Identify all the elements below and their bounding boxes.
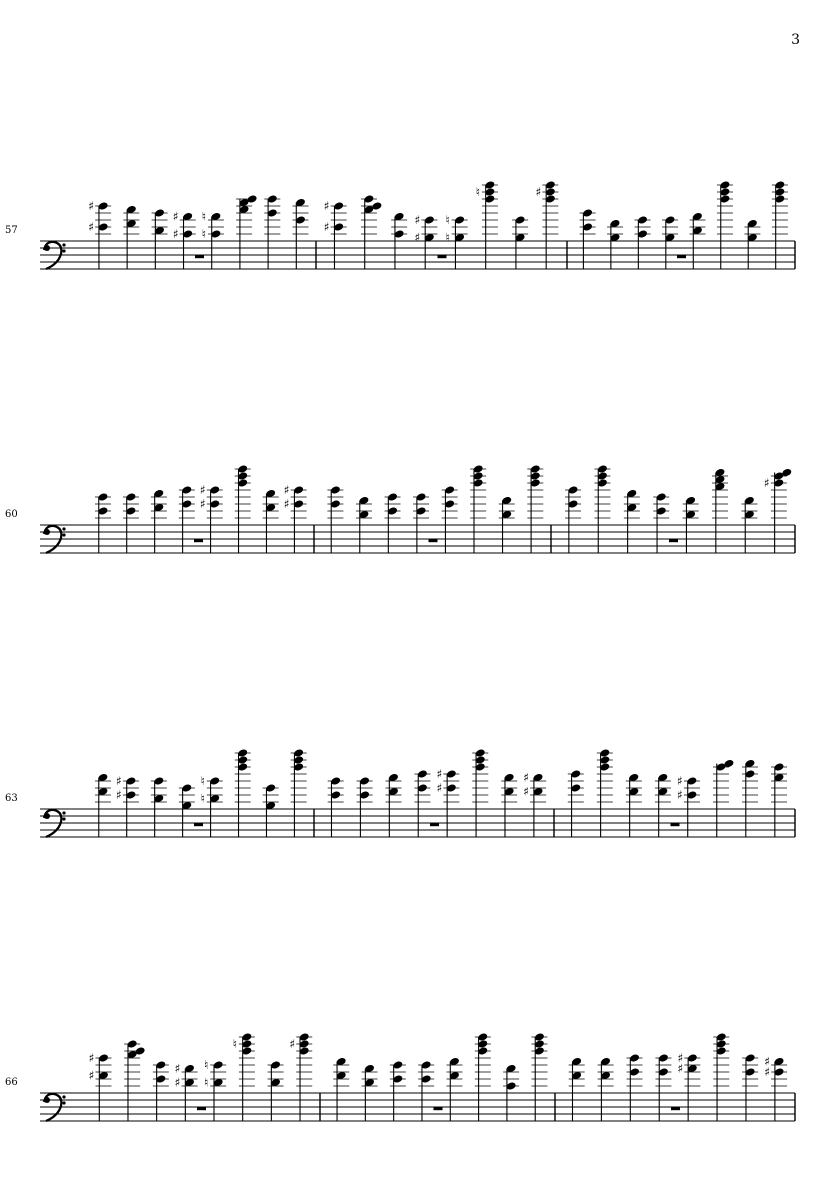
chord	[291, 748, 307, 837]
measure	[333, 1032, 547, 1121]
measure	[327, 464, 543, 553]
sharp-accidental: ♯	[677, 774, 683, 788]
sharp-accidental: ♯	[677, 1051, 684, 1065]
chord	[152, 208, 168, 269]
sharp-accidental: ♯	[289, 1037, 296, 1051]
chord	[327, 485, 343, 553]
chord	[635, 215, 651, 269]
chord	[385, 492, 401, 553]
chord	[153, 1060, 169, 1121]
chord	[712, 468, 728, 553]
chord	[531, 1032, 547, 1121]
natural-accidental: ♮	[445, 230, 450, 245]
chord	[390, 1060, 406, 1121]
chord	[713, 1032, 729, 1121]
sharp-accidental: ♯	[414, 213, 421, 227]
bar-rest	[197, 1107, 206, 1110]
sharp-accidental: ♯	[116, 788, 122, 802]
bass-clef-dot-lower	[62, 249, 65, 252]
measure-number: 66	[5, 1077, 18, 1088]
sharp-accidental: ♯	[88, 220, 95, 234]
chord	[717, 180, 733, 269]
chord	[744, 219, 760, 269]
chord	[151, 489, 167, 553]
chord	[594, 464, 610, 553]
chord	[683, 496, 699, 553]
chord	[95, 773, 111, 837]
chord	[289, 1032, 312, 1121]
chord	[233, 1032, 255, 1121]
bar-rest	[671, 823, 680, 826]
natural-accidental: ♮	[201, 209, 207, 224]
chord	[653, 492, 669, 553]
chord	[324, 199, 347, 269]
natural-accidental: ♮	[200, 774, 205, 788]
measure	[89, 1032, 313, 1121]
natural-accidental: ♮	[232, 1037, 238, 1051]
chord	[292, 198, 308, 269]
chord	[470, 464, 486, 553]
staff-system	[5, 464, 795, 553]
chord	[772, 180, 788, 269]
sharp-accidental: ♯	[174, 1075, 181, 1090]
sharp-accidental: ♯	[88, 199, 95, 213]
bar-rest	[438, 255, 447, 258]
chord	[741, 496, 757, 553]
chord	[512, 215, 528, 269]
measure	[328, 748, 546, 837]
sharp-accidental: ♯	[436, 781, 443, 795]
measure	[569, 1032, 787, 1121]
natural-accidental: ♮	[204, 1058, 209, 1072]
chord	[569, 1057, 585, 1121]
sharp-accidental: ♯	[677, 1061, 684, 1076]
chord	[391, 212, 407, 269]
chord	[764, 468, 792, 553]
natural-accidental: ♮	[204, 1075, 209, 1090]
chord	[662, 215, 678, 269]
sharp-accidental: ♯	[523, 784, 530, 799]
staff-system	[5, 180, 795, 269]
sharp-accidental: ♯	[88, 1068, 95, 1083]
bar-rest	[671, 1107, 680, 1110]
measure	[565, 464, 792, 553]
chord	[627, 1053, 643, 1121]
chord	[713, 759, 735, 837]
chord	[742, 759, 758, 837]
bass-clef-dot	[44, 1097, 50, 1103]
chord	[580, 208, 596, 269]
sharp-accidental: ♯	[199, 497, 206, 511]
bar-rest	[669, 539, 678, 542]
chord	[475, 1032, 491, 1121]
chord	[284, 483, 307, 553]
chord	[501, 773, 517, 837]
chord	[607, 219, 623, 269]
bass-clef-dot	[44, 813, 50, 819]
chord	[235, 464, 251, 553]
chord	[89, 1051, 112, 1121]
bar-rest	[195, 255, 204, 258]
staff-system	[5, 748, 795, 837]
chord	[328, 776, 344, 837]
chord	[442, 485, 458, 553]
chord	[626, 773, 642, 837]
chord	[677, 774, 700, 837]
bass-clef-dot-lower	[62, 533, 65, 536]
chord	[264, 194, 280, 269]
bar-rest	[430, 823, 439, 826]
chord	[123, 492, 139, 553]
bar-rest	[677, 255, 686, 258]
chord	[201, 774, 223, 837]
chord	[535, 180, 558, 269]
measure	[95, 464, 307, 553]
chord	[362, 1064, 378, 1121]
chord	[677, 1051, 700, 1121]
chord	[527, 464, 543, 553]
chord	[356, 496, 372, 553]
bar-rest	[194, 539, 203, 542]
bass-clef-dot	[44, 245, 50, 251]
measure	[580, 180, 788, 269]
chord	[503, 1064, 519, 1121]
chord	[476, 180, 498, 269]
sharp-accidental: ♯	[677, 788, 683, 802]
chord	[655, 1053, 671, 1121]
chord	[357, 776, 373, 837]
bass-clef-dot-upper	[62, 811, 65, 814]
natural-accidental: ♮	[475, 185, 481, 199]
chord	[202, 210, 224, 270]
chord	[568, 769, 584, 837]
sharp-accidental: ♯	[523, 770, 530, 785]
chord	[523, 771, 546, 838]
chord	[499, 496, 515, 553]
natural-accidental: ♮	[200, 791, 205, 806]
chord	[179, 485, 195, 553]
chord	[333, 1057, 349, 1121]
chord	[436, 767, 459, 837]
natural-accidental: ♮	[445, 213, 450, 227]
chord	[597, 748, 613, 837]
natural-accidental: ♮	[201, 227, 207, 241]
chord	[418, 1060, 434, 1121]
chord	[655, 773, 671, 837]
sharp-accidental: ♯	[436, 767, 443, 781]
chord	[124, 1039, 146, 1121]
chord	[116, 774, 139, 837]
chord	[236, 194, 258, 269]
bass-clef-dot-upper	[62, 1095, 65, 1098]
chord	[268, 1060, 284, 1121]
measure-number: 57	[5, 225, 18, 236]
bar-rest	[194, 823, 203, 826]
staff-system	[5, 1032, 795, 1121]
sharp-accidental: ♯	[88, 1051, 95, 1065]
chord	[446, 1057, 462, 1121]
chord	[123, 205, 139, 269]
sharp-accidental: ♯	[323, 220, 330, 234]
sharp-accidental: ♯	[414, 230, 421, 245]
chord	[598, 1057, 614, 1121]
measure	[568, 748, 787, 837]
chord	[204, 1058, 226, 1121]
chord	[565, 485, 581, 553]
measure	[88, 194, 308, 269]
chord	[175, 1062, 198, 1122]
bass-clef-dot-lower	[62, 1101, 65, 1104]
chord	[179, 783, 195, 837]
sharp-accidental: ♯	[764, 1054, 771, 1069]
chord	[151, 776, 167, 837]
sharp-accidental: ♯	[199, 483, 206, 497]
page-number: 3	[791, 32, 800, 48]
bass-clef-dot-lower	[62, 817, 65, 820]
measure-number: 63	[5, 793, 18, 804]
chord	[95, 492, 111, 553]
chord	[689, 212, 705, 269]
sharp-accidental: ♯	[172, 227, 179, 241]
sharp-accidental: ♯	[174, 1061, 181, 1076]
sharp-accidental: ♯	[283, 483, 290, 497]
sharp-accidental: ♯	[535, 185, 542, 199]
measure	[324, 180, 559, 269]
sharp-accidental: ♯	[172, 209, 179, 224]
chord	[472, 748, 488, 837]
bass-clef-dot-upper	[62, 243, 65, 246]
bass-clef-dot-upper	[62, 527, 65, 530]
sharp-accidental: ♯	[763, 476, 770, 490]
chord	[263, 489, 279, 553]
measure-number: 60	[5, 509, 18, 520]
bass-clef-dot	[44, 529, 50, 535]
chord	[88, 199, 111, 269]
sharp-accidental: ♯	[116, 774, 122, 788]
chord	[764, 1055, 787, 1122]
bar-rest	[434, 1107, 443, 1110]
sharp-accidental: ♯	[764, 1065, 771, 1079]
chord	[414, 769, 430, 837]
chord	[742, 1053, 758, 1121]
chord	[263, 783, 279, 837]
chord	[386, 773, 402, 837]
chord	[624, 489, 640, 553]
chord	[235, 748, 251, 837]
chord	[200, 483, 223, 553]
bar-rest	[429, 539, 438, 542]
chord	[771, 762, 787, 837]
chord	[413, 492, 429, 553]
sharp-accidental: ♯	[323, 199, 330, 213]
sharp-accidental: ♯	[283, 497, 290, 511]
chord	[361, 194, 383, 269]
chord	[173, 210, 196, 270]
measure	[95, 748, 307, 837]
